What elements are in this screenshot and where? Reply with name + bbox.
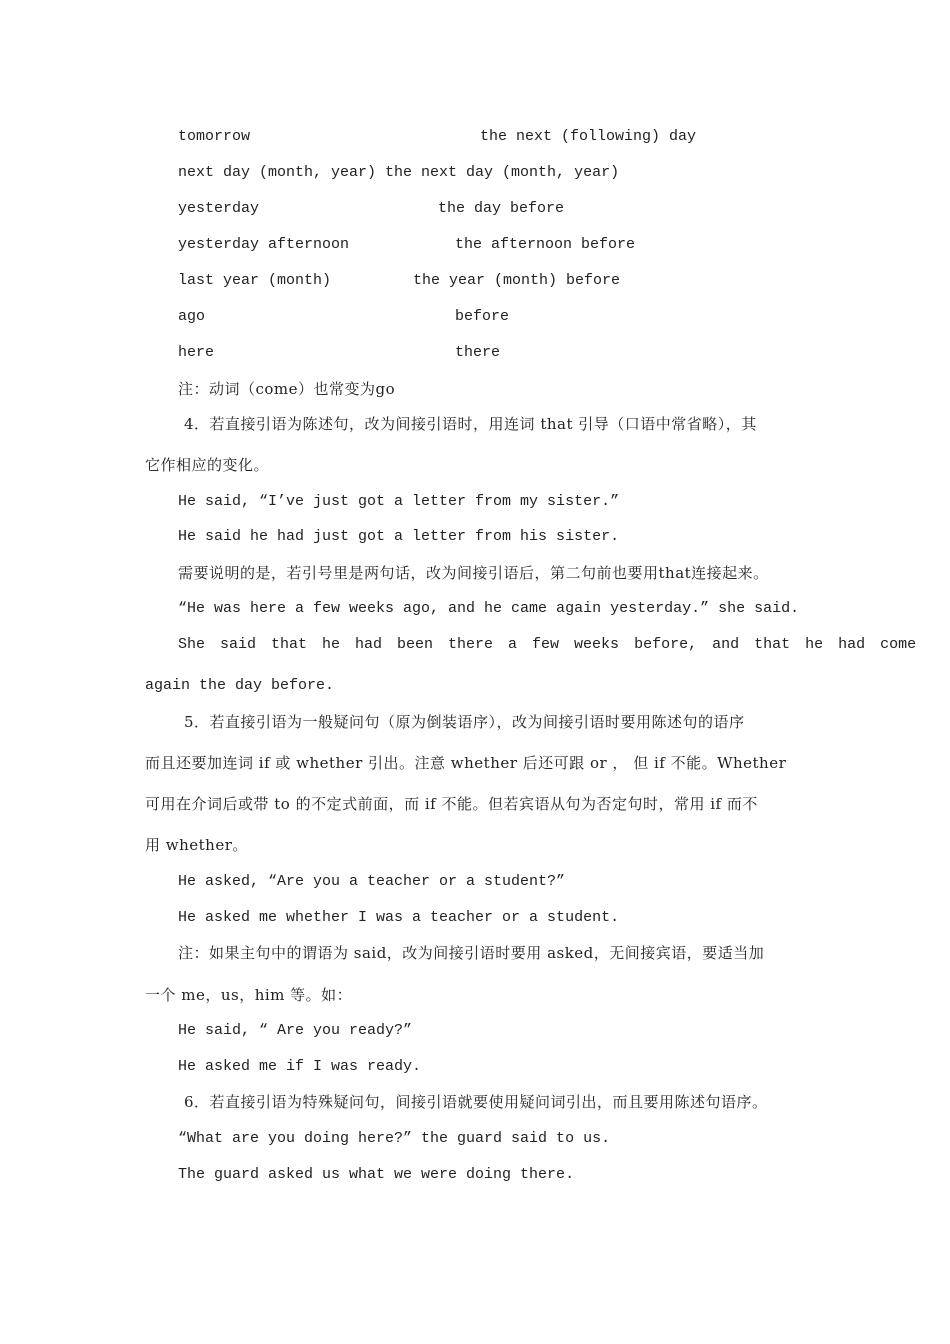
table-left-tomorrow: tomorrow [178,128,251,145]
table-left-here: here [178,344,215,361]
table-right-here: there [455,344,501,361]
table-left-ago: ago [178,308,206,325]
table-right-yesterday-afternoon: the afternoon before [455,236,636,253]
table-right-last-year: the year (month) before [413,272,621,289]
section-4-example1: He said, “I’ve just got a letter from my sister.” [178,493,620,510]
section-5-example2: He asked me whether I was a teacher or a student. [178,909,620,926]
section-5-example1: He asked, “Are you a teacher or a student?” [178,873,566,890]
section-4-note: 需要说明的是，若引号里是两句话，改为间接引语后，第二句前也要用that连接起来。 [178,564,769,582]
section-5-line4: 用 whether。 [145,836,248,854]
section-5-example3: He said, “ Are you ready?” [178,1022,413,1039]
table-left-yesterday: yesterday [178,200,260,217]
table-right-yesterday: the day before [438,200,565,217]
section-6-example2: The guard asked us what we were doing there. [178,1166,575,1183]
section-6-example1: “What are you doing here?” the guard said to us. [178,1130,611,1147]
section-5-line2: 而且还要加连词 if 或 whether 引出。注意 whether 后还可跟 or ， 但 if 不能。Whether [145,754,787,772]
section-4-example3: “He was here a few weeks ago, and he came again yesterday.” she said. [178,600,800,617]
note-come: 注：动词（come）也常变为go [178,380,396,398]
section-4-example2: He said he had just got a letter from his sister. [178,528,620,545]
section-5-example4: He asked me if I was ready. [178,1058,422,1075]
section-5-note2: 一个 me，us，him 等。如： [145,986,353,1004]
section-4-example4b: again the day before. [145,677,335,694]
section-4-line1: 4．若直接引语为陈述句，改为间接引语时，用连词 that 引导（口语中常省略），其 [184,415,757,433]
section-4-example4a: She said that he had been there a few weeks before, and that he had come [178,636,917,653]
section-5-note1: 注：如果主句中的谓语为 said，改为间接引语时要用 asked，无间接宾语，要适当加 [178,944,765,962]
table-left-next-day: next day (month, year) the next day (month, year) [178,164,620,181]
section-6-line1: 6．若直接引语为特殊疑问句，间接引语就要使用疑问词引出，而且要用陈述句语序。 [184,1093,768,1111]
table-left-yesterday-afternoon: yesterday afternoon [178,236,350,253]
section-4-line2: 它作相应的变化。 [145,456,270,474]
section-5-line3: 可用在介词后或带 to 的不定式前面，而 if 不能。但若宾语从句为否定句时，常用 if 而不 [145,795,758,813]
table-right-tomorrow: the next (following) day [480,128,697,145]
section-5-line1: 5．若直接引语为一般疑问句（原为倒装语序），改为间接引语时要用陈述句的语序 [184,713,745,731]
table-right-ago: before [455,308,510,325]
table-left-last-year: last year (month) [178,272,332,289]
